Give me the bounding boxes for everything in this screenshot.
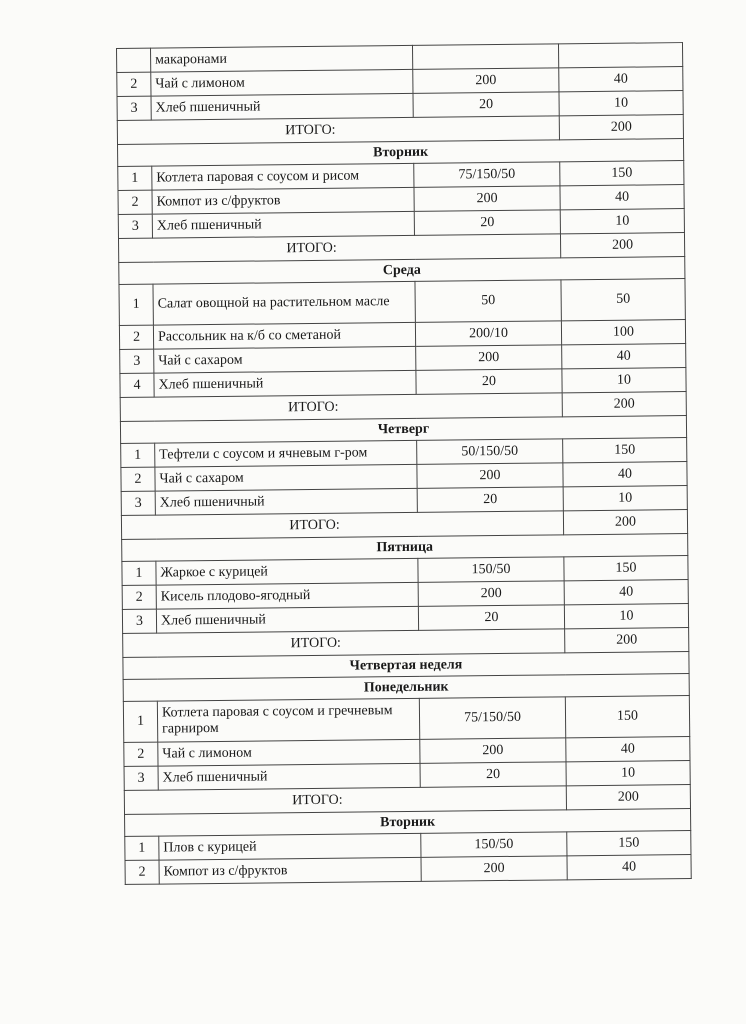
portion-weight: 200 xyxy=(413,68,559,94)
dish-name: Рассольник на к/б со сметаной xyxy=(153,322,415,349)
dish-price: 150 xyxy=(563,438,687,463)
portion-weight: 200/10 xyxy=(415,321,561,347)
portion-weight: 200 xyxy=(414,186,560,212)
dish-name: Тефтели с соусом и ячневым г-ром xyxy=(155,440,417,467)
total-price: 200 xyxy=(563,510,687,535)
total-label: ИТОГО: xyxy=(124,786,566,815)
item-number: 1 xyxy=(122,561,156,585)
portion-weight: 50/150/50 xyxy=(417,439,563,465)
dish-price: 150 xyxy=(560,161,684,186)
dish-name: Хлеб пшеничный xyxy=(158,763,420,790)
portion-weight: 20 xyxy=(417,487,563,513)
total-price: 200 xyxy=(560,233,684,258)
portion-weight: 200 xyxy=(416,345,562,371)
dish-name: Плов с курицей xyxy=(159,833,421,860)
dish-price: 40 xyxy=(559,67,683,92)
item-number: 2 xyxy=(122,585,156,609)
portion-weight: 75/150/50 xyxy=(414,162,560,188)
item-number: 3 xyxy=(122,609,156,633)
item-number: 2 xyxy=(118,190,152,214)
dish-name: Хлеб пшеничный xyxy=(155,488,417,515)
dish-name: Компот из с/фруктов xyxy=(159,857,421,884)
portion-weight: 20 xyxy=(418,605,564,631)
dish-price: 10 xyxy=(560,209,684,234)
dish-price: 50 xyxy=(561,279,685,321)
total-price: 200 xyxy=(562,392,686,417)
item-number xyxy=(117,48,151,72)
dish-price: 10 xyxy=(563,486,687,511)
dish-price: 100 xyxy=(561,320,685,345)
portion-weight: 20 xyxy=(413,92,559,118)
portion-weight: 200 xyxy=(418,581,564,607)
portion-weight: 150/50 xyxy=(418,557,564,583)
total-price: 200 xyxy=(559,115,683,140)
dish-price xyxy=(558,43,682,68)
dish-name: Салат овощной на растительном масле xyxy=(153,281,415,325)
item-number: 2 xyxy=(125,860,159,884)
portion-weight: 20 xyxy=(420,762,566,788)
dish-name: Котлета паровая с соусом и гречневым гарниром xyxy=(157,698,419,742)
dish-price: 10 xyxy=(566,761,690,786)
dish-price: 150 xyxy=(564,556,688,581)
item-number: 2 xyxy=(124,742,158,766)
total-label: ИТОГО: xyxy=(118,234,560,263)
portion-weight: 75/150/50 xyxy=(419,697,565,740)
day-header: Пятница xyxy=(122,534,688,562)
dish-price: 40 xyxy=(562,344,686,369)
portion-weight xyxy=(412,44,558,70)
dish-price: 10 xyxy=(559,91,683,116)
dish-name: Жаркое с курицей xyxy=(156,558,418,585)
menu-item-row xyxy=(125,855,691,885)
portion-weight: 20 xyxy=(414,210,560,236)
dish-price: 10 xyxy=(564,604,688,629)
day-header: Понедельник xyxy=(123,674,689,702)
portion-weight: 50 xyxy=(415,280,561,323)
total-price: 200 xyxy=(566,785,690,810)
day-header: Четверг xyxy=(120,416,686,444)
dish-price: 40 xyxy=(560,185,684,210)
item-number: 1 xyxy=(121,443,155,467)
item-number: 3 xyxy=(121,491,155,515)
dish-price: 40 xyxy=(564,580,688,605)
dish-name: Чай с лимоном xyxy=(158,739,420,766)
dish-name: Котлета паровая с соусом и рисом xyxy=(152,163,414,190)
dish-name: Чай с сахаром xyxy=(154,346,416,373)
item-number: 1 xyxy=(119,284,153,325)
dish-name: Хлеб пшеничный xyxy=(156,606,418,633)
dish-price: 150 xyxy=(565,696,689,738)
item-number: 3 xyxy=(124,766,158,790)
portion-weight: 200 xyxy=(420,738,566,764)
dish-price: 10 xyxy=(562,368,686,393)
day-header: Среда xyxy=(119,257,685,285)
menu-table-body xyxy=(117,43,692,885)
portion-weight: 200 xyxy=(417,463,563,489)
item-number: 2 xyxy=(117,72,151,96)
item-number: 3 xyxy=(120,349,154,373)
total-label: ИТОГО: xyxy=(123,629,565,658)
portion-weight: 200 xyxy=(421,856,567,882)
total-label: ИТОГО: xyxy=(121,511,563,540)
dish-price: 150 xyxy=(567,831,691,856)
dish-price: 40 xyxy=(563,462,687,487)
menu-item-row xyxy=(123,696,689,743)
dish-name: Хлеб пшеничный xyxy=(154,370,416,397)
item-number: 2 xyxy=(121,467,155,491)
item-number: 3 xyxy=(117,96,151,120)
day-header: Вторник xyxy=(125,809,691,837)
dish-price: 40 xyxy=(566,737,690,762)
item-number: 3 xyxy=(118,214,152,238)
dish-name: Кисель плодово-ягодный xyxy=(156,582,418,609)
dish-name: Хлеб пшеничный xyxy=(152,211,414,238)
item-number: 1 xyxy=(118,166,152,190)
dish-name: Чай с сахаром xyxy=(155,464,417,491)
total-price: 200 xyxy=(565,628,689,653)
dish-name: Компот из с/фруктов xyxy=(152,187,414,214)
day-header: Четвертая неделя xyxy=(123,652,689,680)
total-label: ИТОГО: xyxy=(120,393,562,422)
menu-table xyxy=(116,42,692,885)
dish-price: 40 xyxy=(567,855,691,880)
item-number: 1 xyxy=(125,836,159,860)
dish-name: Чай с лимоном xyxy=(151,69,413,96)
portion-weight: 150/50 xyxy=(421,832,567,858)
menu-item-row xyxy=(119,279,685,326)
dish-name: макаронами xyxy=(151,45,413,72)
portion-weight: 20 xyxy=(416,369,562,395)
item-number: 4 xyxy=(120,373,154,397)
item-number: 2 xyxy=(119,325,153,349)
item-number: 1 xyxy=(123,701,157,742)
total-label: ИТОГО: xyxy=(117,116,559,145)
day-header: Вторник xyxy=(118,139,684,167)
dish-name: Хлеб пшеничный xyxy=(151,93,413,120)
